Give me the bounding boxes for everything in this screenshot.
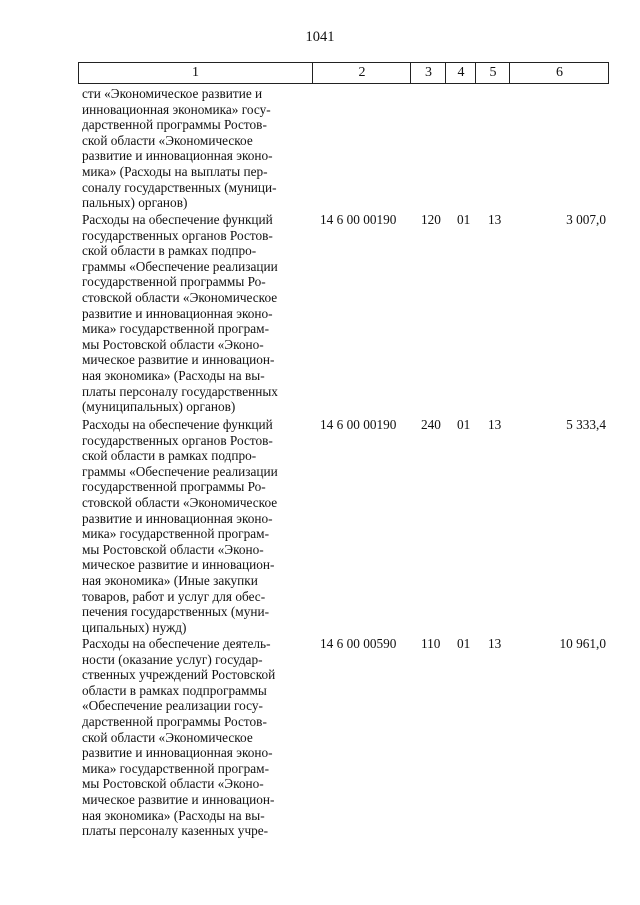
row-description: Расходы на обеспечение функций государственных органов Ростов- ской области в рамках подпро- граммы «Обеспечение реализации государственной программы Ро- стовской области «Экономическое развитие и инновационная эконо- мика» государственной програм- мы Ростовской области «Эконо- мическое развитие и инновацион- ная экономика» (Иные закупки товаров, работ и услуг для обес- печения государственных (муни- ципальных) нужд) bbox=[82, 417, 278, 635]
row-subsection: 13 bbox=[488, 636, 502, 651]
row-amount: 3 007,0 bbox=[566, 212, 606, 227]
row-expense-type: 120 bbox=[421, 212, 441, 227]
row-subsection: 13 bbox=[488, 212, 502, 227]
row-description: сти «Экономическое развитие и инновационная экономика» госу- дарственной программы Ростов- ской области «Экономическое развитие и инновационная эконо- мика» (Расходы на выплаты пер- соналу государственных (муници- пальных) органов) bbox=[82, 86, 277, 211]
row-section: 01 bbox=[457, 417, 471, 432]
row-amount: 5 333,4 bbox=[566, 417, 606, 432]
table-header bbox=[78, 62, 609, 84]
header-col-3: 3 bbox=[410, 63, 446, 83]
header-col-2: 2 bbox=[312, 63, 411, 83]
row-amount: 10 961,0 bbox=[559, 636, 606, 651]
row-section: 01 bbox=[457, 636, 471, 651]
row-description: Расходы на обеспечение функций государственных органов Ростов- ской области в рамках подпро- граммы «Обеспечение реализации государственной программы Ро- стовской области «Экономическое развитие и инновационная эконо- мика» государственной програм- мы Ростовской области «Эконо- мическое развитие и инновацион- ная экономика» (Расходы на вы- платы персоналу государственных (муниципальных) органов) bbox=[82, 212, 278, 415]
row-target-code: 14 6 00 00190 bbox=[320, 212, 397, 227]
page-number: 1041 bbox=[305, 29, 335, 45]
header-col-6: 6 bbox=[509, 63, 609, 83]
header-col-1: 1 bbox=[192, 65, 199, 80]
row-description: Расходы на обеспечение деятель- ности (оказание услуг) государ- ственных учреждений Ростовской области в рамках подпрограммы «Обеспечение реализации госу- дарственной программы Ростов- ской области «Экономическое развитие и инновационная эконо- мика» государственной програм- мы Ростовской области «Эконо- мическое развитие и инновацион- ная экономика» (Расходы на вы- платы персоналу казенных учре- bbox=[82, 636, 276, 839]
row-expense-type: 110 bbox=[421, 636, 441, 651]
row-expense-type: 240 bbox=[421, 417, 441, 432]
row-target-code: 14 6 00 00190 bbox=[320, 417, 397, 432]
row-subsection: 13 bbox=[488, 417, 502, 432]
header-col-4: 4 bbox=[445, 63, 476, 83]
row-section: 01 bbox=[457, 212, 471, 227]
header-col-5: 5 bbox=[475, 63, 510, 83]
row-target-code: 14 6 00 00590 bbox=[320, 636, 397, 651]
